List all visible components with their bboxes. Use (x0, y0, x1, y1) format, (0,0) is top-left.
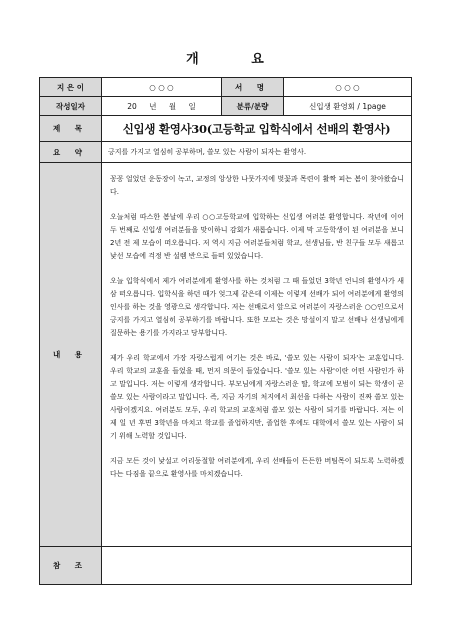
summary-label: 요 약 (40, 142, 102, 163)
reference-value (102, 547, 412, 585)
author-label: 지 은 이 (40, 78, 102, 97)
date-value: 20 년 월 일 (102, 97, 222, 116)
subject-value: 신입생 환영사30(고등학교 입학식에서 선배의 환영사) (102, 116, 412, 142)
row-date (40, 97, 412, 116)
summary-value: 긍지를 가지고 열심히 공부하며, 쓸모 있는 사람이 되자는 환영사. (102, 142, 412, 163)
reviewer-label: 서 명 (222, 78, 284, 97)
row-author (40, 78, 412, 97)
content-paragraph: 지금 모든 것이 낯설고 어리둥절할 여러분에게, 우리 선배들이 든든한 버팀목이 되도록 노력하겠다는 다짐을 끝으로 환영사를 마치겠습니다. (110, 457, 404, 478)
content-paragraph: 오늘 입학식에서 제가 여러분에게 환영사를 하는 것처럼 그 때 들었던 3학년 언니의 환영사가 새삼 떠오릅니다. 입학식을 하던 때가 엊그제 같은데 이제는 이렇게 선배가 되어 여러분에게 환영의 인사를 하는 것을 영광으로 생각합니다. 저는 선배로서 앞으로 여러분이 자랑스러운 ○○인으로서 긍지를 가지고 열심히 공부하기를 바랍니다. 또한 모르는 것은 망설이지 말고 선배나 선생님에게 질문하는 용기를 가지라고 당부합니다. (110, 277, 404, 337)
row-subject (40, 116, 412, 142)
reviewer-value: ○ ○ ○ (284, 78, 412, 97)
row-content (40, 163, 412, 547)
content-paragraph: 꽁꽁 얼었던 운동장이 녹고, 교정의 앙상한 나뭇가지에 벚꽃과 목련이 활짝 피는 봄이 찾아왔습니다. (110, 175, 404, 196)
document-form-table (39, 77, 412, 585)
content-body (102, 163, 412, 547)
reference-label: 참 조 (40, 547, 102, 585)
row-reference (40, 547, 412, 585)
page-title: 개 요 (186, 52, 288, 67)
subject-label: 제 목 (40, 116, 102, 142)
content-paragraph: 오늘처럼 따스한 봄날에 우리 ○○고등학교에 입학하는 신입생 여러분 환영합니다. 작년에 이어 두 번째로 신입생 여러분들을 맞이하니 감회가 새롭습니다. 이제 막 고등학생이 된 여러분을 보니 2년 전 제 모습이 떠오릅니다. 저 역시 지금 여러분들처럼 학교, 선생님들, 반 친구들 모두 새롭고 낯선 모습에 걱정 반 설렘 반으로 들떠 있었습니다. (110, 213, 404, 260)
category-label: 분류/분량 (222, 97, 284, 116)
date-label: 작성일자 (40, 97, 102, 116)
author-value: ○ ○ ○ (102, 78, 222, 97)
content-label: 내 용 (40, 163, 102, 547)
row-summary (40, 142, 412, 163)
category-value: 신입생 환영회 / 1page (284, 97, 412, 116)
content-paragraph: 제가 우리 학교에서 가장 자랑스럽게 여기는 것은 바로, '쓸모 있는 사람이 되자'는 교훈입니다. 우리 학교의 교훈을 들었을 때, 먼저 의문이 들었습니다. '쓸모 있는 사람'이란 어떤 사람인가 하고 말입니다. 저는 이렇게 생각합니다. 부모님에게 자랑스러운 딸, 학교에 모범이 되는 학생이 곧 쓸모 있는 사람이라고 말입니다. 즉, 지금 자기의 처지에서 최선을 다하는 사람이 진짜 쓸모 있는 사람이겠지요. 여러분도 모두, 우리 학교의 교훈처럼 쓸모 있는 사람이 되기를 바랍니다. 저는 이제 일 년 후면 3학년을 마치고 학교를 졸업하지만, 졸업한 후에도 대학에서 쓸모 있는 사람이 되기 위해 노력할 것입니다. (110, 354, 404, 440)
